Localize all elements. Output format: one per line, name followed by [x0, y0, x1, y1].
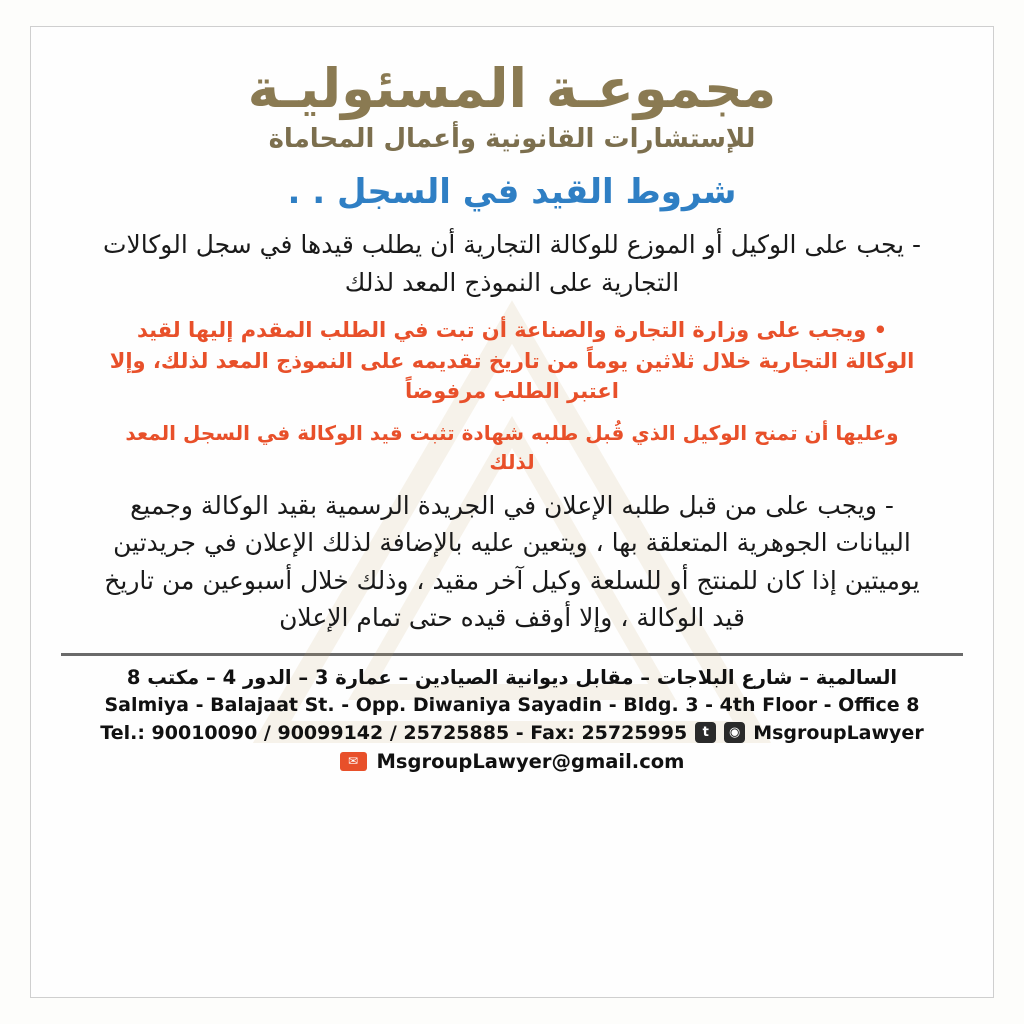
footer-address-en: Salmiya - Balajaat St. - Opp. Diwaniya Sayadin - Bldg. 3 - 4th Floor - Office 8: [104, 693, 920, 716]
paragraph-2: • ويجب على وزارة التجارة والصناعة أن تبت في الطلب المقدم إليها لقيد الوكالة التجارية خلال ثلاثين يوماً من تاريخ تقديمه على النموذج المعد لذلك، وإلا اعتبر الطلب مرفوضاً: [109, 318, 915, 404]
footer: [31, 664, 993, 773]
instagram-icon[interactable]: ◉: [724, 722, 745, 743]
document-content: [31, 27, 993, 637]
social-handle: MsgroupLawyer: [753, 721, 924, 744]
footer-contact-row: [51, 722, 973, 744]
brand-title: مجموعـة المسئوليـة: [247, 57, 777, 120]
brand-subtitle: للإستشارات القانونية وأعمال المحاماة: [268, 124, 756, 155]
footer-divider: [61, 653, 963, 656]
paragraph-4: - ويجب على من قبل طلبه الإعلان في الجريدة الرسمية بقيد الوكالة وجميع البيانات الجوهرية المتعلقة بها ، ويتعين عليه بالإضافة لذلك الإعلان في جريدتين يوميتين إذا كان للمنتج أو للسلعة وكيل آخر مقيد ، وذلك خلال أسبوعين من تاريخ قيد الوكالة ، وإلا أوقف قيده حتى تمام الإعلان: [104, 490, 920, 633]
footer-email[interactable]: MsgroupLawyer@gmail.com: [376, 749, 685, 773]
paragraph-1: - يجب على الوكيل أو الموزع للوكالة التجارية أن يطلب قيدها في سجل الوكالات التجارية على النموذج المعد لذلك: [102, 230, 922, 297]
footer-address-ar: السالمية – شارع البلاجات – مقابل ديوانية الصيادين – عمارة 3 – الدور 4 – مكتب 8: [126, 665, 898, 689]
document-frame: [30, 26, 994, 998]
footer-email-row: [51, 750, 973, 773]
twitter-icon[interactable]: t: [695, 722, 716, 743]
footer-phones: Tel.: 90010090 / 90099142 / 25725885 - Fax: 25725995: [100, 721, 688, 744]
mail-icon: ✉: [340, 752, 367, 771]
page-title: شروط القيد في السجل . .: [287, 172, 737, 213]
paragraph-3: وعليها أن تمنح الوكيل الذي قُبل طلبه شهادة تثبت قيد الوكالة في السجل المعد لذلك: [125, 420, 899, 474]
